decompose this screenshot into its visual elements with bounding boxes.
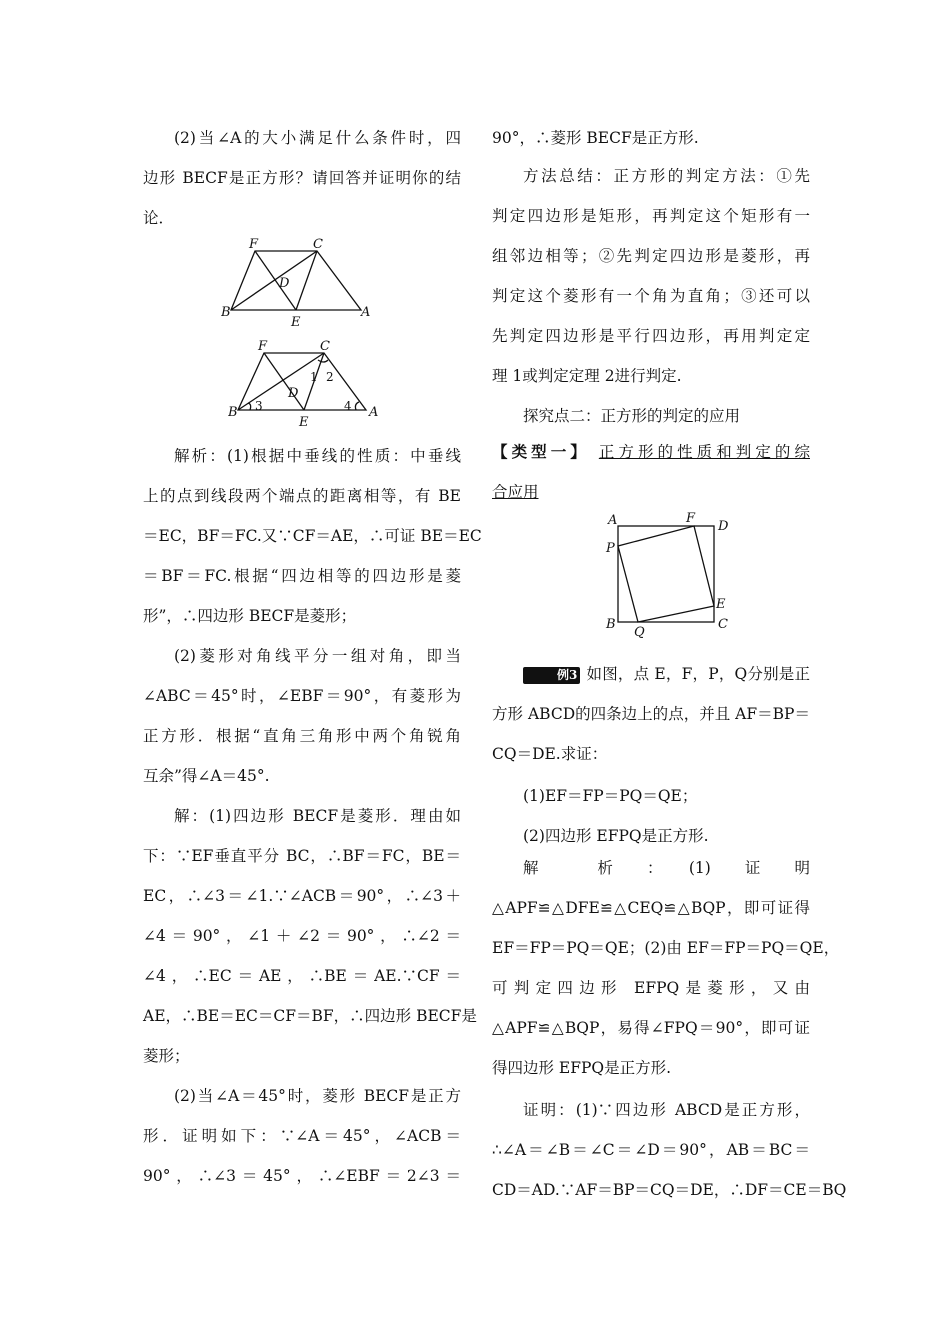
text-line: 可判定四边形 EFPQ是菱形，又由 bbox=[492, 979, 810, 997]
label-d: D bbox=[718, 519, 729, 534]
analysis-part-2 bbox=[143, 636, 461, 796]
text-line: 探究点二：正方形的判定的应用 bbox=[523, 407, 741, 425]
text-line: ＝BF＝FC.根据“四边相等的四边形是菱 bbox=[143, 567, 461, 585]
text-line: ∠4，∴EC＝AE，∴BE＝AE.∵CF＝ bbox=[143, 967, 461, 985]
type-tag: 【类型一】 bbox=[492, 442, 590, 461]
label-d: D bbox=[288, 386, 299, 401]
text-line: EF＝FP＝PQ＝QE；(2)由 EF＝FP＝PQ＝QE， bbox=[492, 939, 840, 957]
text-line: △APF≌△DFE≌△CEQ≌△BQP，即可证得 bbox=[492, 899, 810, 917]
text-line bbox=[492, 654, 810, 694]
text-line: AE，∴BE＝EC＝CF＝BF，∴四边形 BECF是 bbox=[143, 1007, 477, 1025]
angle-label-3: 3 bbox=[255, 399, 263, 413]
trapezoid-outline bbox=[231, 251, 361, 310]
type-title-cont: 合应用 bbox=[492, 483, 539, 501]
label-f: F bbox=[686, 512, 696, 526]
text-line: (2)四边形 EFPQ是正方形. bbox=[523, 827, 709, 845]
text-line: △APF≌△BQP，易得∠FPQ＝90°，即可证 bbox=[492, 1019, 810, 1037]
method-summary bbox=[492, 156, 810, 396]
example-3-questions bbox=[492, 776, 810, 856]
text-line: ∠4＝90°，∠1＋∠2＝90°，∴∠2＝ bbox=[143, 927, 461, 945]
section-heading bbox=[492, 396, 810, 436]
example-text: 如图，点 E，F，P，Q分别是正 bbox=[586, 665, 810, 683]
type-heading bbox=[492, 432, 810, 512]
text-line: 形．证明如下：∵∠A＝45°，∠ACB＝ bbox=[143, 1127, 461, 1145]
label-c: C bbox=[313, 238, 323, 252]
text-line: 得四边形 EFPQ是正方形. bbox=[492, 1059, 672, 1077]
angle-label-2: 2 bbox=[326, 370, 334, 384]
text-line: 解 析 ： (1) 证 明 bbox=[523, 859, 810, 877]
label-f: F bbox=[249, 238, 259, 252]
label-e: E bbox=[299, 415, 309, 430]
text-line: (1)EF＝FP＝PQ＝QE； bbox=[523, 787, 698, 805]
text-line: ∴∠A＝∠B＝∠C＝∠D＝90°，AB＝BC＝ bbox=[492, 1141, 810, 1159]
analysis-paragraph bbox=[143, 436, 482, 636]
text-line: 论． bbox=[143, 209, 175, 227]
text-line: 下：∵EF垂直平分 BC，∴BF＝FC，BE＝ bbox=[143, 847, 461, 865]
text-line: 方法总结：正方形的判定方法：①先 bbox=[523, 167, 810, 185]
square-abcd bbox=[618, 526, 714, 622]
example-3-analysis bbox=[492, 848, 840, 1088]
label-b: B bbox=[221, 305, 231, 320]
text-line: 解：(1)四边形 BECF是菱形．理由如 bbox=[174, 807, 461, 825]
solution-part-2 bbox=[143, 1076, 461, 1196]
rhombus-figure-1 bbox=[221, 238, 381, 330]
label-a: A bbox=[361, 305, 371, 320]
text-line: 边形 BECF是正方形？请回答并证明你的结 bbox=[143, 169, 461, 187]
text-line: (2)当∠A＝45°时，菱形 BECF是正方 bbox=[174, 1087, 461, 1105]
label-e: E bbox=[291, 315, 301, 330]
text-line: (2)菱形对角线平分一组对角，即当 bbox=[174, 647, 461, 665]
solution-conclusion bbox=[492, 118, 810, 158]
question-part-2 bbox=[143, 118, 461, 238]
text-line: 90°，∴菱形 BECF是正方形. bbox=[492, 129, 699, 147]
rhombus-figure-2 bbox=[228, 338, 388, 430]
text-line: 正方形．根据“直角三角形中两个角锐角 bbox=[143, 727, 461, 745]
angle-arc-b bbox=[248, 403, 251, 410]
label-f: F bbox=[258, 339, 268, 354]
text-line: 90°，∴∠3＝45°，∴∠EBF＝2∠3＝ bbox=[143, 1167, 461, 1185]
segment-fe bbox=[255, 251, 296, 310]
example-3-proof bbox=[492, 1090, 847, 1210]
text-line: ∠ABC＝45°时，∠EBF＝90°，有菱形为 bbox=[143, 687, 461, 705]
angle-arc-a bbox=[355, 402, 359, 410]
text-line bbox=[492, 432, 810, 472]
quad-efpq bbox=[618, 526, 714, 622]
example-badge: 例3 bbox=[523, 667, 580, 684]
segment-ce bbox=[296, 251, 317, 310]
example-3-problem bbox=[492, 654, 810, 774]
label-c: C bbox=[718, 617, 728, 632]
text-line: 理 1或判定定理 2进行判定. bbox=[492, 367, 682, 385]
label-q: Q bbox=[634, 625, 645, 640]
angle-label-4: 4 bbox=[344, 399, 352, 413]
label-a: A bbox=[369, 405, 379, 420]
text-line: CQ＝DE.求证： bbox=[492, 745, 608, 763]
text-line: 菱形； bbox=[143, 1047, 190, 1065]
solution-part-1 bbox=[143, 796, 477, 1076]
text-line: 互余”得∠A＝45°. bbox=[143, 767, 270, 785]
text-line: EC，∴∠3＝∠1.∵∠ACB＝90°，∴∠3＋ bbox=[143, 887, 461, 905]
label-d: D bbox=[279, 276, 290, 291]
text-line: 形”，∴四边形 BECF是菱形； bbox=[143, 607, 357, 625]
text-line: 解析：(1)根据中垂线的性质：中垂线 bbox=[174, 447, 461, 465]
text-line: 组邻边相等；②先判定四边形是菱形，再 bbox=[492, 247, 810, 265]
square-figure bbox=[602, 512, 730, 640]
label-b: B bbox=[228, 405, 238, 420]
text-line: ＝EC，BF＝FC.又∵CF＝AE，∴可证 BE＝EC bbox=[143, 527, 482, 545]
angle-label-1: 1 bbox=[310, 370, 318, 384]
text-line: 证明：(1)∵四边形 ABCD是正方形， bbox=[523, 1101, 810, 1119]
text-line: (2)当∠A的大小满足什么条件时，四 bbox=[174, 129, 461, 147]
segment-fe bbox=[264, 353, 304, 410]
type-title: 正方形的性质和判定的综 bbox=[598, 443, 810, 461]
text-line: 判定这个菱形有一个角为直角；③还可以 bbox=[492, 287, 810, 305]
label-p: P bbox=[606, 541, 615, 556]
text-line: 上的点到线段两个端点的距离相等，有 BE bbox=[143, 487, 461, 505]
label-e: E bbox=[716, 597, 726, 612]
text-line: 先判定四边形是平行四边形，再用判定定 bbox=[492, 327, 810, 345]
label-c: C bbox=[320, 339, 330, 354]
label-a: A bbox=[608, 513, 618, 528]
angle-arc-c bbox=[318, 360, 328, 362]
text-line: CD＝AD.∵AF＝BP＝CQ＝DE，∴DF＝CE＝BQ bbox=[492, 1181, 847, 1199]
text-line: 方形 ABCD的四条边上的点，并且 AF＝BP＝ bbox=[492, 705, 810, 723]
text-line: 判定四边形是矩形，再判定这个矩形有一 bbox=[492, 207, 810, 225]
segment-bc bbox=[231, 251, 317, 310]
label-b: B bbox=[606, 617, 616, 632]
